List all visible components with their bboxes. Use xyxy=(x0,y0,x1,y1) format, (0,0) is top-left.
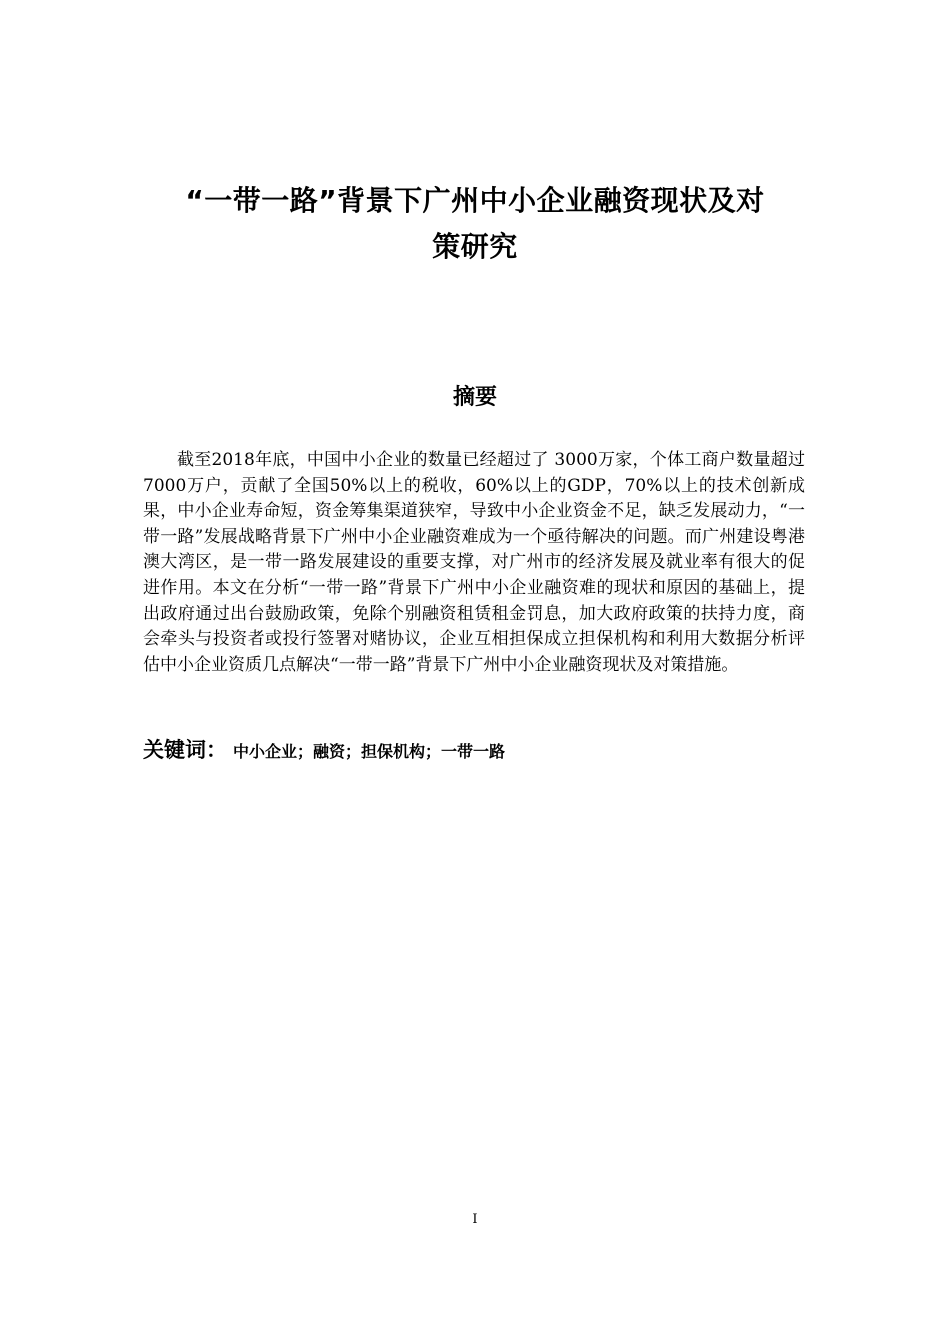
page-number: I xyxy=(472,1212,478,1227)
keywords-values: 中小企业；融资；担保机构；一带一路 xyxy=(233,742,506,761)
paper-title-line-2: 策研究 xyxy=(432,230,518,263)
keywords-label: 关键词： xyxy=(143,738,227,762)
paper-title-line-1: “一带一路”背景下广州中小企业融资现状及对 xyxy=(185,184,765,217)
paper-title xyxy=(140,178,810,270)
abstract-body: 截至2018年底，中国中小企业的数量已经超过了 3000万家，个体工商户数量超过7000万户，贡献了全国50%以上的税收，60%以上的GDP，70%以上的技术创新成果，中小企业寿命短，资金筹集渠道狭窄，导致中小企业资金不足，缺乏发展动力，“一带一路”发展战略背景下广州中小企业融资难成为一个亟待解决的问题。而广州建设粤港澳大湾区，是一带一路发展建设的重要支撑，对广州市的经济发展及就业率有很大的促进作用。本文在分析“一带一路”背景下广州中小企业融资难的现状和原因的基础上，提出政府通过出台鼓励政策，免除个别融资租赁租金罚息，加大政府政策的扶持力度，商会牵头与投资者或投行签署对赌协议，企业互相担保成立担保机构和利用大数据分析评估中小企业资质几点解决“一带一路”背景下广州中小企业融资现状及对策措施。 xyxy=(143,450,805,675)
abstract-heading: 摘要 xyxy=(452,385,497,410)
keywords-line xyxy=(143,734,805,764)
